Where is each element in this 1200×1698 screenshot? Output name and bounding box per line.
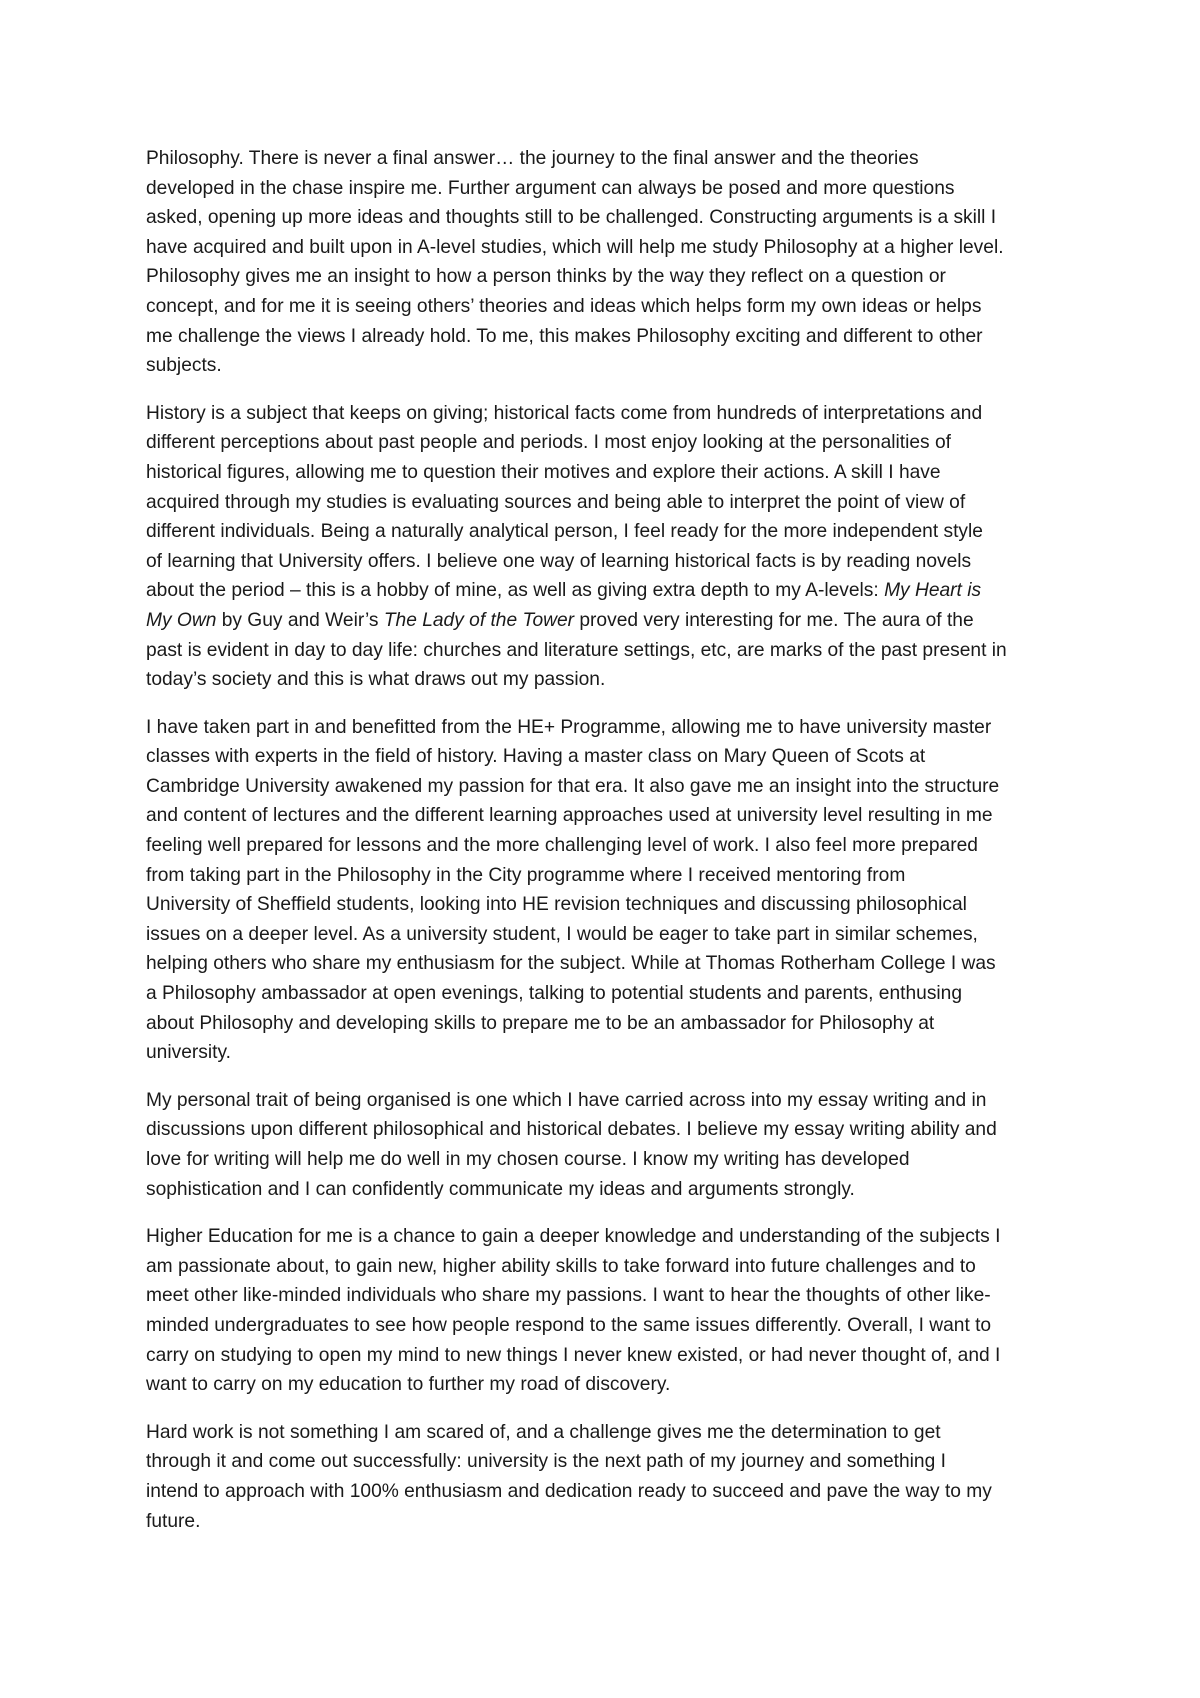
text-line: feeling well prepared for lessons and the more challenging level of work. I also feel more prepared — [146, 835, 978, 857]
book-title-my-heart-is-my-own-cont: My Own — [146, 609, 217, 631]
text-line: meet other like-minded individuals who share my passions. I want to hear the thoughts of other like- — [146, 1285, 991, 1307]
text-line: concept, and for me it is seeing others’ theories and ideas which helps form my own ideas or helps — [146, 295, 982, 317]
text-line: through it and come out successfully: university is the next path of my journey and something I — [146, 1451, 946, 1473]
text-line: university. — [146, 1042, 231, 1064]
paragraph-he-programme — [146, 713, 1066, 1068]
text-line: have acquired and built upon in A-level studies, which will help me study Philosophy at a higher level. — [146, 236, 1004, 258]
document-body — [146, 144, 1066, 1554]
text-line: issues on a deeper level. As a university student, I would be eager to take part in similar schemes, — [146, 923, 978, 945]
text-line: and content of lectures and the different learning approaches used at university level resulting in me — [146, 805, 993, 827]
text-line: different perceptions about past people and periods. I most enjoy looking at the personalities of — [146, 432, 951, 454]
text-line: carry on studying to open my mind to new things I never knew existed, or had never thought of, and I — [146, 1344, 1001, 1366]
text-line: asked, opening up more ideas and thoughts still to be challenged. Constructing arguments is a skill I — [146, 207, 997, 229]
text-line: helping others who share my enthusiasm for the subject. While at Thomas Rotherham College I was — [146, 953, 996, 975]
paragraph-philosophy — [146, 144, 1066, 381]
paragraph-organised — [146, 1086, 1066, 1204]
text-line: love for writing will help me do well in my chosen course. I know my writing has developed — [146, 1149, 910, 1170]
text-line — [146, 576, 1066, 606]
text-line: intend to approach with 100% enthusiasm and dedication ready to succeed and pave the way to my — [146, 1480, 992, 1502]
book-title-my-heart-is-my-own: My Heart is — [884, 580, 982, 602]
text-line: want to carry on my education to further my road of discovery. — [146, 1374, 671, 1396]
text-segment: proved very interesting for me. The aura of the — [574, 609, 974, 631]
text-line: discussions upon different philosophical and historical debates. I believe my essay writing ability and — [146, 1119, 997, 1141]
text-line: History is a subject that keeps on giving; historical facts come from hundreds of interpretations and — [146, 402, 983, 424]
text-line: from taking part in the Philosophy in the City programme where I received mentoring from — [146, 864, 906, 886]
book-title-lady-of-the-tower: The Lady of the Tower — [383, 609, 575, 631]
text-line: developed in the chase inspire me. Further argument can always be posed and more questions — [146, 177, 955, 199]
text-line: classes with experts in the field of history. Having a master class on Mary Queen of Scots at — [146, 746, 926, 768]
paragraph-hard-work — [146, 1418, 1066, 1536]
text-line — [146, 606, 1066, 636]
text-line: Higher Education for me is a chance to gain a deeper knowledge and understanding of the subjects I — [146, 1226, 1001, 1248]
text-line: sophistication and I can confidently communicate my ideas and arguments strongly. — [146, 1178, 855, 1200]
text-line: about Philosophy and developing skills to prepare me to be an ambassador for Philosophy at — [146, 1012, 935, 1034]
text-line: My personal trait of being organised is one which I have carried across into my essay writing and in — [146, 1089, 987, 1111]
text-line: historical figures, allowing me to question their motives and explore their actions. A skill I have — [146, 461, 941, 483]
text-line: Cambridge University awakened my passion for that era. It also gave me an insight into the structure — [146, 775, 1000, 797]
text-line: Hard work is not something I am scared of, and a challenge gives me the determination to get — [146, 1421, 941, 1443]
text-line: future. — [146, 1510, 201, 1532]
text-line: me challenge the views I already hold. To me, this makes Philosophy exciting and different to other — [146, 325, 983, 347]
text-segment: about the period – this is a hobby of mine, as well as giving extra depth to my A-levels: — [146, 580, 885, 602]
text-line: of learning that University offers. I believe one way of learning historical facts is by reading novels — [146, 550, 972, 572]
text-line: different individuals. Being a naturally analytical person, I feel ready for the more independent style — [146, 521, 983, 543]
text-line: am passionate about, to gain new, higher ability skills to take forward into future challenges and to — [146, 1255, 976, 1277]
paragraph-history — [146, 399, 1066, 695]
text-line: a Philosophy ambassador at open evenings, talking to potential students and parents, enthusing — [146, 983, 963, 1005]
text-line: acquired through my studies is evaluating sources and being able to interpret the point of view of — [146, 491, 966, 513]
text-line: Philosophy. There is never a final answer… the journey to the final answer and the theories — [146, 148, 919, 169]
text-line: Philosophy gives me an insight to how a person thinks by the way they reflect on a question or — [146, 266, 946, 288]
text-line: minded undergraduates to see how people respond to the same issues differently. Overall, I want to — [146, 1314, 992, 1336]
text-line: subjects. — [146, 355, 222, 377]
text-line: I have taken part in and benefitted from the HE+ Programme, allowing me to have university master — [146, 716, 992, 738]
text-line: University of Sheffield students, looking into HE revision techniques and discussing philosophical — [146, 894, 967, 916]
text-line: today’s society and this is what draws out my passion. — [146, 669, 606, 691]
paragraph-higher-education — [146, 1222, 1066, 1400]
text-segment: by Guy and Weir’s — [216, 609, 384, 631]
text-line: past is evident in day to day life: churches and literature settings, etc, are marks of the past present in — [146, 639, 1007, 661]
